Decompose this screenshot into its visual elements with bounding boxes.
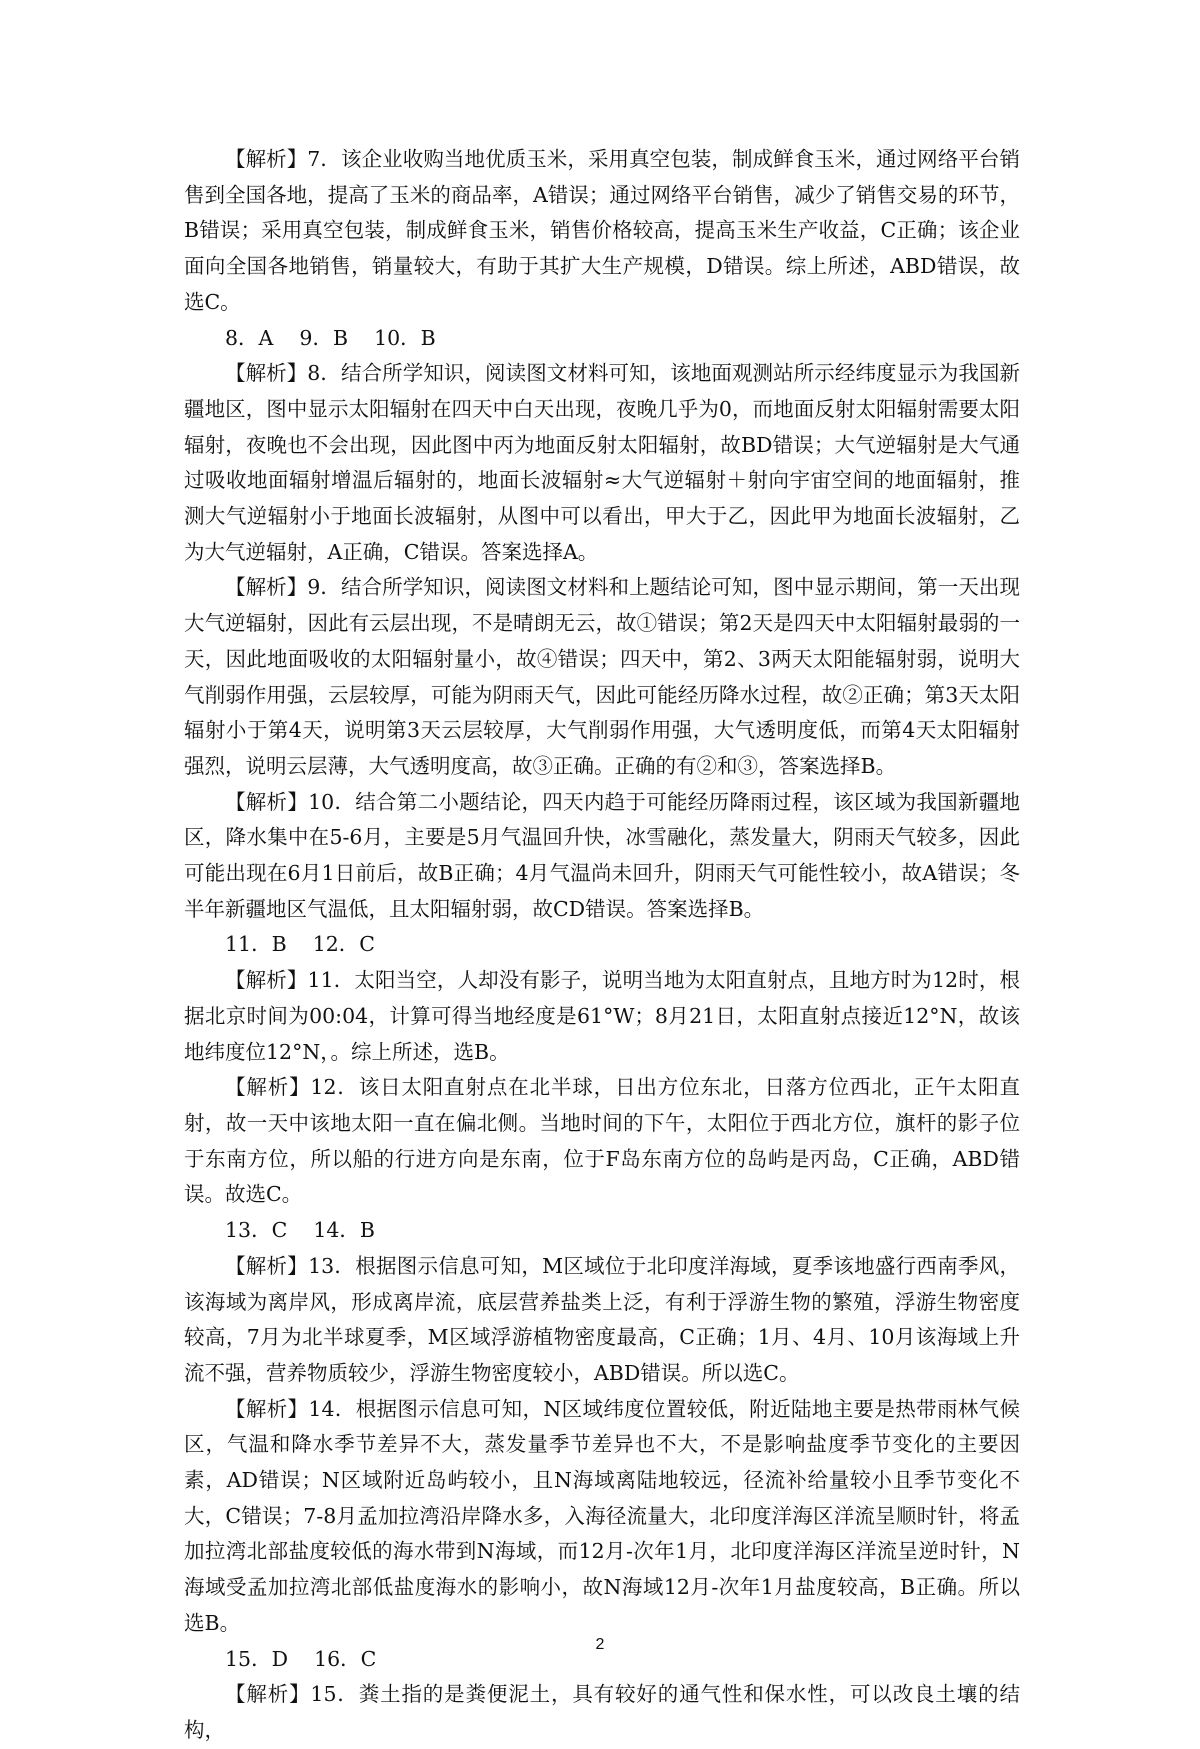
analysis-paragraph: 【解析】8．结合所学知识，阅读图文材料可知，该地面观测站所示经纬度显示为我国新疆地区，图中显示太阳辐射在四天中白天出现，夜晚几乎为0，而地面反射太阳辐射需要太阳辐射，夜晚也不会出现，因此图中丙为地面反射太阳辐射，故BD错误；大气逆辐射是大气通过吸收地面辐射增温后辐射的，地面长波辐射≈大气逆辐射＋射向宇宙空间的地面辐射，推测大气逆辐射小于地面长波辐射，从图中可以看出，甲大于乙，因此甲为地面长波辐射，乙为大气逆辐射，A正确，C错误。答案选择A。 xyxy=(184,361,1020,564)
answer-line: 13．C 14．B xyxy=(225,1218,375,1243)
analysis-paragraph: 【解析】15．粪土指的是粪便泥土，具有较好的通气性和保水性，可以改良土壤的结构， xyxy=(184,1682,1020,1742)
answer-line: 8．A 9．B 10．B xyxy=(225,325,436,350)
analysis-paragraph: 【解析】10．结合第二小题结论，四天内趋于可能经历降雨过程，该区域为我国新疆地区，降水集中在5-6月，主要是5月气温回升快，冰雪融化，蒸发量大，阴雨天气较多，因此可能出现在6月1日前后，故B正确；4月气温尚未回升，阴雨天气可能性较小，故A错误；冬半年新疆地区气温低，且太阳辐射弱，故CD错误。答案选择B。 xyxy=(184,789,1020,921)
answer-line: 15．D 16．C xyxy=(225,1646,377,1671)
document-body xyxy=(184,142,1020,1749)
analysis-paragraph: 【解析】14．根据图示信息可知，N区域纬度位置较低，附近陆地主要是热带雨林气候区，气温和降水季节差异不大，蒸发量季节差异也不大，不是影响盐度季节变化的主要因素，AD错误；N区域附近岛屿较小，且N海域离陆地较远，径流补给量较小且季节变化不大，C错误；7-8月孟加拉湾沿岸降水多，入海径流量大，北印度洋海区洋流呈顺时针，将孟加拉湾北部盐度较低的海水带到N海域，而12月-次年1月，北印度洋海区洋流呈逆时针，N海域受孟加拉湾北部低盐度海水的影响小，故N海域12月-次年1月盐度较高，B正确。所以选B。 xyxy=(184,1396,1020,1635)
answer-line: 11．B 12．C xyxy=(225,932,375,957)
analysis-paragraph: 【解析】9．结合所学知识，阅读图文材料和上题结论可知，图中显示期间，第一天出现大气逆辐射，因此有云层出现，不是晴朗无云，故①错误；第2天是四天中太阳辐射最弱的一天，因此地面吸收的太阳辐射量小，故④错误；四天中，第2、3两天太阳能辐射弱，说明大气削弱作用强，云层较厚，可能为阴雨天气，因此可能经历降水过程，故②正确；第3天太阳辐射小于第4天，说明第3天云层较厚，大气削弱作用强，大气透明度低，而第4天太阳辐射强烈，说明云层薄，大气透明度高，故③正确。正确的有②和③，答案选择B。 xyxy=(184,575,1020,778)
analysis-paragraph: 【解析】12．该日太阳直射点在北半球，日出方位东北，日落方位西北，正午太阳直射，故一天中该地太阳一直在偏北侧。当地时间的下午，太阳位于西北方位，旗杆的影子位于东南方位，所以船的行进方向是东南，位于F岛东南方位的岛屿是丙岛，C正确，ABD错误。故选C。 xyxy=(184,1075,1020,1207)
analysis-paragraph: 【解析】11．太阳当空，人却没有影子，说明当地为太阳直射点，且地方时为12时，根据北京时间为00:04，计算可得当地经度是61°W；8月21日，太阳直射点接近12°N，故该地纬度位12°N，。综上所述，选B。 xyxy=(184,968,1020,1064)
analysis-paragraph: 【解析】7．该企业收购当地优质玉米，采用真空包装，制成鲜食玉米，通过网络平台销售到全国各地，提高了玉米的商品率，A错误；通过网络平台销售，减少了销售交易的环节，B错误；采用真空包装，制成鲜食玉米，销售价格较高，提高玉米生产收益，C正确；该企业面向全国各地销售，销量较大，有助于其扩大生产规模，D错误。综上所述，ABD错误，故选C。 xyxy=(184,147,1020,314)
analysis-paragraph: 【解析】13．根据图示信息可知，M区域位于北印度洋海域，夏季该地盛行西南季风，该海域为离岸风，形成离岸流，底层营养盐类上泛，有利于浮游生物的繁殖，浮游生物密度较高，7月为北半球夏季，M区域浮游植物密度最高，C正确；1月、4月、10月该海域上升流不强，营养物质较少，浮游生物密度较小，ABD错误。所以选C。 xyxy=(184,1253,1020,1385)
page-number: 2 xyxy=(595,1636,605,1653)
